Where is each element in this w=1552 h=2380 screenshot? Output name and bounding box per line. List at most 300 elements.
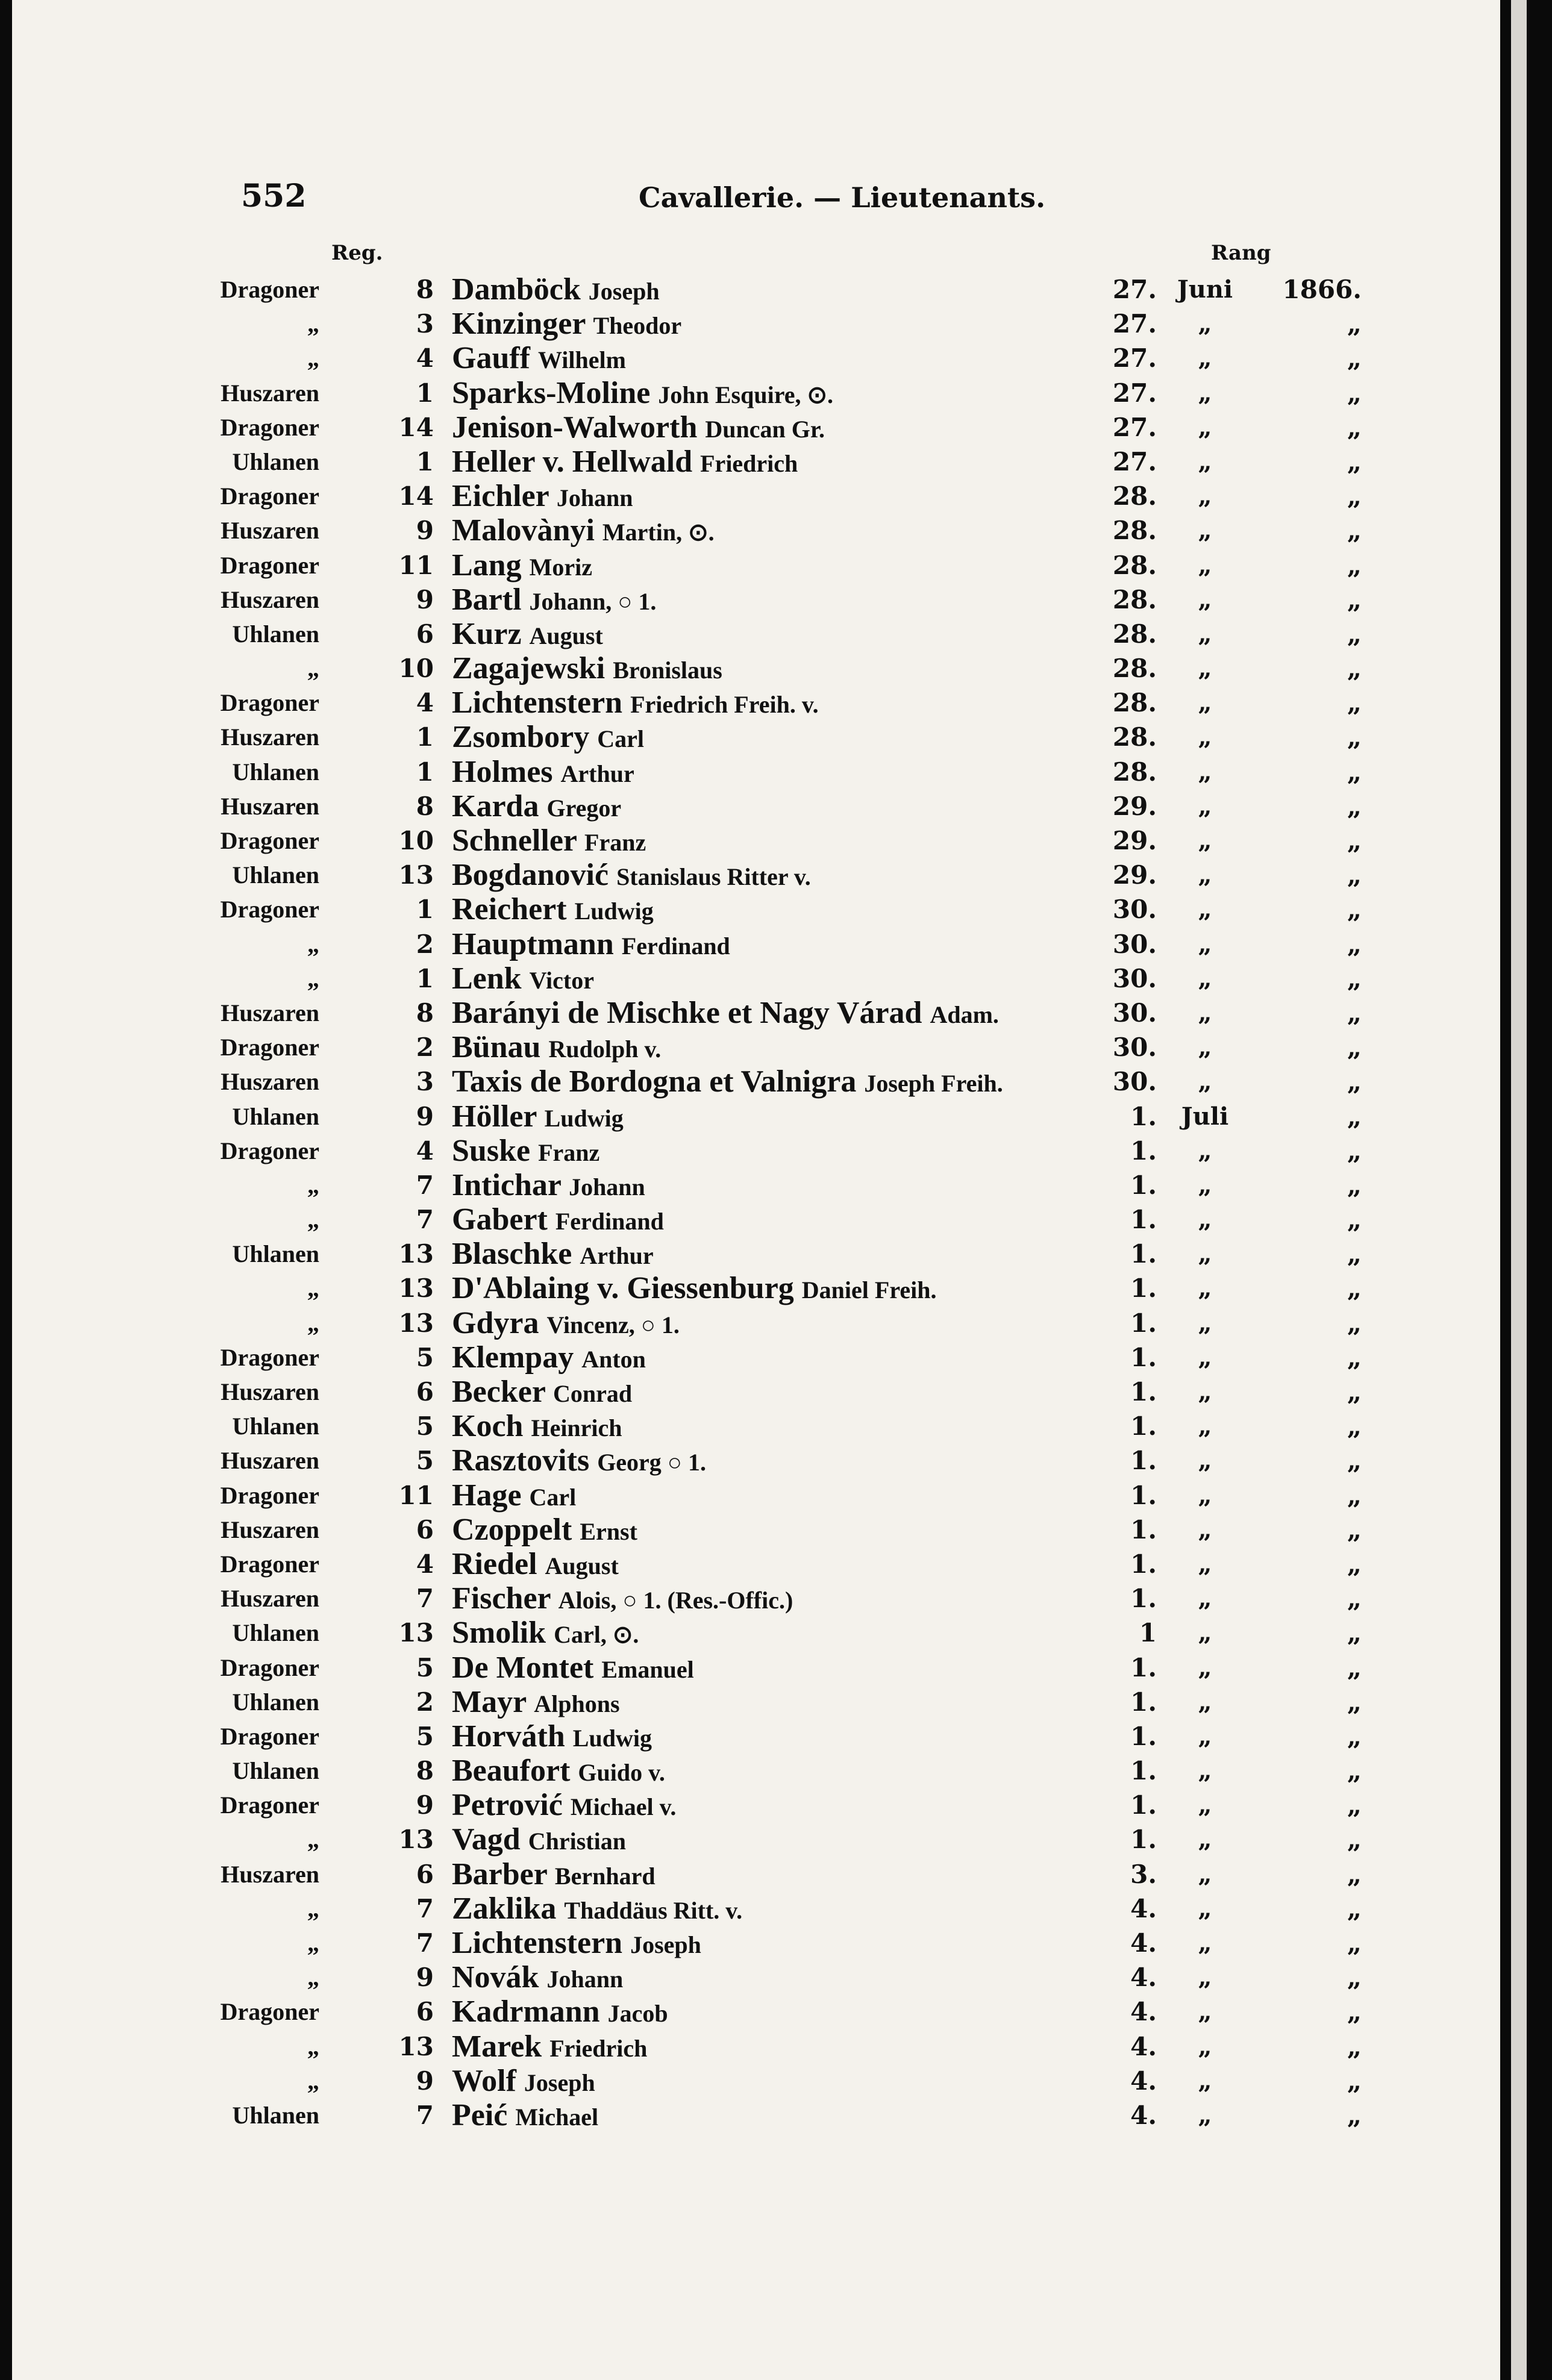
rank-year: „ (1347, 1067, 1362, 1097)
given-name: Franz (538, 1138, 600, 1166)
list-item (12, 686, 1500, 720)
rank-year: „ (1347, 1239, 1362, 1269)
officer-name (452, 1409, 622, 1445)
rank-month: „ (1198, 310, 1212, 339)
regiment-type: Uhlanen (232, 1757, 319, 1785)
surname: Gabert (452, 1202, 548, 1237)
given-name: Alois, ○ 1. (Res.-Offic.) (558, 1587, 793, 1614)
surname: Suske (452, 1133, 531, 1168)
surname: Gdyra (452, 1305, 539, 1340)
surname: Smolik (452, 1616, 546, 1651)
rank-month: „ (1198, 895, 1212, 924)
regiment-type: Dragoner (220, 1722, 319, 1750)
rank-month: „ (1198, 1619, 1212, 1648)
rank-day: 28. (1112, 722, 1157, 752)
rank-year: „ (1347, 963, 1362, 993)
rank-month: „ (1198, 2100, 1212, 2129)
regiment-type: Huszaren (221, 1585, 319, 1613)
list-item (12, 1099, 1500, 1134)
surname: Intichar (452, 1167, 562, 1202)
rank-day: 27. (1112, 309, 1157, 339)
surname: Koch (452, 1409, 524, 1444)
list-item (12, 548, 1500, 583)
officer-name (452, 548, 592, 584)
rank-year: „ (1347, 895, 1362, 925)
list-item (12, 1409, 1500, 1443)
regiment-type: „ (307, 930, 319, 958)
list-item (12, 513, 1500, 548)
list-item (12, 1340, 1500, 1375)
rank-year: „ (1347, 481, 1362, 511)
list-item (12, 1994, 1500, 2029)
column-label-rang: Rang (1211, 241, 1271, 265)
surname: Karda (452, 789, 539, 823)
regiment-number: 2 (416, 929, 434, 959)
officer-name (452, 1651, 694, 1687)
rank-day: 1. (1130, 1480, 1157, 1510)
rank-year: „ (1347, 1205, 1362, 1235)
surname: Gauff (452, 341, 530, 376)
list-item (12, 1513, 1500, 1547)
given-name: Carl, ⊙. (554, 1621, 639, 1649)
rank-month: „ (1198, 516, 1212, 545)
regiment-number: 7 (416, 1170, 434, 1200)
rank-day: 1. (1130, 1239, 1157, 1269)
list-item (12, 1168, 1500, 1202)
surname: Horváth (452, 1719, 565, 1754)
given-name: Georg ○ 1. (597, 1449, 706, 1476)
given-name: John Esquire, ⊙. (658, 381, 834, 408)
regiment-number: 8 (416, 275, 434, 304)
regiment-type: „ (307, 2067, 319, 2094)
officer-name (452, 410, 825, 446)
list-item (12, 755, 1500, 789)
given-name: Thaddäus Ritt. v. (564, 1896, 743, 1924)
rank-year: „ (1347, 757, 1362, 787)
rank-year: „ (1347, 654, 1362, 684)
rank-day: 4. (1130, 2031, 1157, 2061)
given-name: Stanislaus Ritter v. (616, 863, 811, 891)
surname: Wolf (452, 2063, 516, 2098)
surname: Schneller (452, 823, 577, 858)
officer-name (452, 1513, 637, 1549)
rank-month: „ (1198, 1549, 1212, 1578)
officer-name (452, 720, 644, 756)
regiment-type: „ (307, 1929, 319, 1957)
regiment-number: 9 (416, 1963, 434, 1993)
rank-month: „ (1198, 482, 1212, 511)
given-name: Martin, ⊙. (602, 519, 715, 546)
officer-name (452, 1891, 742, 1928)
rank-year: „ (1347, 1618, 1362, 1648)
rank-day: 1. (1130, 1721, 1157, 1751)
list-item (12, 1237, 1500, 1271)
regiment-type: Uhlanen (232, 861, 319, 889)
regiment-type: Dragoner (220, 551, 319, 579)
given-name: Ludwig (544, 1104, 624, 1132)
list-item (12, 583, 1500, 617)
rank-month: „ (1198, 1205, 1212, 1234)
regiment-type: Uhlanen (232, 1240, 319, 1268)
given-name: Michael (515, 2103, 599, 2131)
regiment-type: Dragoner (220, 1034, 319, 1061)
given-name: Heinrich (531, 1414, 622, 1442)
given-name: Bronislaus (613, 657, 722, 684)
regiment-number: 6 (416, 1997, 434, 2027)
rank-year: „ (1347, 1308, 1362, 1338)
given-name: Joseph (524, 2069, 595, 2096)
regiment-number: 6 (416, 1514, 434, 1545)
surname: Sparks-Moline (452, 375, 651, 410)
given-name: Anton (581, 1345, 646, 1373)
surname: Lichtenstern (452, 686, 623, 720)
officer-name (452, 1478, 576, 1514)
regiment-number: 7 (416, 1893, 434, 1923)
officer-name (452, 1099, 624, 1135)
surname: Taxis de Bordogna et Valnigra (452, 1064, 857, 1099)
surname: D'Ablaing v. Giessenburg (452, 1271, 794, 1306)
regiment-type: „ (307, 345, 319, 372)
regiment-type: Uhlanen (232, 1413, 319, 1440)
regiment-number: 11 (398, 550, 434, 580)
rank-year: „ (1347, 1928, 1362, 1958)
rank-month: „ (1198, 1067, 1212, 1096)
officer-name (452, 1340, 646, 1376)
officer-name (452, 892, 654, 928)
rank-month: „ (1198, 1446, 1212, 1475)
list-item (12, 1788, 1500, 1822)
regiment-type: Huszaren (221, 1447, 319, 1475)
rank-year: „ (1347, 1342, 1362, 1372)
given-name: Emanuel (601, 1655, 694, 1683)
regiment-number: 5 (416, 1721, 434, 1751)
given-name: Carl (597, 725, 645, 753)
given-name: Guido v. (578, 1759, 665, 1787)
rank-month: „ (1198, 998, 1212, 1027)
regiment-number: 14 (398, 481, 434, 511)
given-name: Johann, ○ 1. (529, 587, 657, 615)
regiment-number: 4 (416, 343, 434, 373)
rank-day: 30. (1112, 895, 1157, 925)
regiment-number: 13 (398, 1273, 434, 1304)
given-name: Christian (528, 1828, 626, 1855)
rank-year: „ (1347, 412, 1362, 442)
list-item (12, 1651, 1500, 1685)
rank-month: „ (1198, 1687, 1212, 1716)
rank-day: 1. (1130, 1584, 1157, 1614)
regiment-type: Huszaren (221, 1378, 319, 1405)
regiment-type: „ (307, 1826, 319, 1854)
surname: Höller (452, 1099, 537, 1134)
rank-year: „ (1347, 1790, 1362, 1820)
surname: Hage (452, 1478, 522, 1513)
given-name: Carl (529, 1483, 577, 1511)
surname: Beaufort (452, 1754, 571, 1788)
regiment-number: 9 (416, 1101, 434, 1131)
rank-year: „ (1347, 1549, 1362, 1579)
rank-day: 1. (1130, 1825, 1157, 1855)
regiment-number: 6 (416, 619, 434, 649)
officer-name (452, 1202, 664, 1238)
regiment-number: 8 (416, 1756, 434, 1786)
regiment-number: 13 (398, 2031, 434, 2061)
given-name: Ludwig (572, 1724, 652, 1752)
given-name: Gregor (546, 794, 622, 822)
surname: Riedel (452, 1546, 537, 1581)
surname: Damböck (452, 272, 581, 307)
scan-border (1500, 0, 1552, 2380)
rank-day: 4. (1130, 1997, 1157, 2027)
rank-month: „ (1198, 1308, 1212, 1337)
given-name: Arthur (580, 1242, 654, 1270)
rank-month: „ (1198, 447, 1212, 476)
rank-month: „ (1198, 1515, 1212, 1544)
rank-year: „ (1347, 2031, 1362, 2061)
rank-day: 27. (1112, 275, 1157, 304)
list-item (12, 1891, 1500, 1926)
regiment-type: Dragoner (220, 1550, 319, 1578)
given-name: Jacob (607, 2000, 668, 2028)
list-item (12, 1306, 1500, 1340)
rank-year: „ (1347, 516, 1362, 546)
surname: Bogdanović (452, 858, 609, 893)
rank-year: „ (1347, 309, 1362, 339)
regiment-type: Dragoner (220, 896, 319, 923)
rank-year: „ (1347, 343, 1362, 373)
rank-day: 1 (1139, 1618, 1157, 1648)
regiment-number: 1 (416, 722, 434, 752)
rank-month: „ (1198, 413, 1212, 442)
surname: Zaklika (452, 1891, 557, 1926)
rank-month: „ (1198, 378, 1212, 407)
surname: Malovànyi (452, 513, 595, 548)
given-name: August (545, 1552, 619, 1579)
surname: Jenison-Walworth (452, 410, 698, 445)
rank-day: 4. (1130, 1928, 1157, 1958)
rank-year: „ (1347, 550, 1362, 580)
rank-month: „ (1198, 689, 1212, 717)
rank-month: „ (1198, 2066, 1212, 2095)
regiment-number: 7 (416, 1205, 434, 1235)
rank-day: 1. (1130, 1342, 1157, 1372)
regiment-type: Dragoner (220, 276, 319, 303)
list-item (12, 1616, 1500, 1650)
rank-day: 4. (1130, 1963, 1157, 1993)
list-item (12, 1375, 1500, 1409)
rank-month: „ (1198, 551, 1212, 579)
officer-name (452, 617, 603, 653)
regiment-number: 3 (416, 1067, 434, 1097)
officer-name (452, 789, 621, 825)
rank-day: 1. (1130, 1411, 1157, 1441)
rank-day: 1. (1130, 1790, 1157, 1820)
list-item (12, 720, 1500, 754)
regiment-type: Huszaren (221, 1516, 319, 1543)
regiment-type: Huszaren (221, 723, 319, 751)
rank-day: 4. (1130, 2100, 1157, 2130)
rank-day: 1. (1130, 1652, 1157, 1682)
officer-name (452, 755, 634, 791)
officer-name (452, 341, 626, 377)
given-name: Ludwig (574, 898, 654, 925)
officer-name (452, 1443, 706, 1479)
officer-name (452, 1581, 793, 1617)
rank-day: 1. (1130, 1273, 1157, 1304)
rank-year: „ (1347, 722, 1362, 752)
regiment-type: Dragoner (220, 1791, 319, 1819)
surname: Reichert (452, 892, 567, 927)
rank-year: „ (1347, 2066, 1362, 2096)
running-title: Cavallerie. — Lieutenants. (639, 181, 1046, 214)
given-name: Johann (569, 1173, 645, 1201)
officer-name (452, 686, 819, 722)
list-item (12, 961, 1500, 996)
regiment-number: 8 (416, 998, 434, 1028)
page-sheet (12, 0, 1500, 2380)
rank-year: „ (1347, 1584, 1362, 1614)
regiment-number: 1 (416, 963, 434, 993)
rank-month: „ (1198, 757, 1212, 786)
list-item (12, 1478, 1500, 1513)
regiment-type: Uhlanen (232, 2101, 319, 2129)
rank-month: „ (1198, 1136, 1212, 1165)
regiment-type: Uhlanen (232, 1619, 319, 1647)
rank-day: 4. (1130, 2066, 1157, 2096)
officer-name (452, 1271, 937, 1307)
surname: Peić (452, 2097, 508, 2132)
list-item (12, 1547, 1500, 1581)
rank-day: 28. (1112, 481, 1157, 511)
list-item (12, 2098, 1500, 2132)
given-name: Johann (546, 1966, 624, 1993)
rank-day: 1. (1130, 1377, 1157, 1407)
rank-day: 1. (1130, 1687, 1157, 1717)
regiment-number: 4 (416, 1135, 434, 1166)
regiment-type: Huszaren (221, 999, 319, 1026)
rank-year: „ (1347, 1997, 1362, 2027)
regiment-type: Dragoner (220, 1481, 319, 1509)
officer-name (452, 1375, 632, 1411)
rank-year: „ (1347, 2100, 1362, 2130)
regiment-type: Huszaren (221, 517, 319, 545)
page-header (12, 178, 1500, 220)
officer-name (452, 996, 999, 1032)
regiment-number: 5 (416, 1446, 434, 1476)
given-name: Alphons (534, 1690, 620, 1717)
regiment-type: „ (307, 1894, 319, 1922)
given-name: Ernst (580, 1517, 637, 1545)
list-item (12, 1926, 1500, 1960)
rank-day: 28. (1112, 550, 1157, 580)
regiment-number: 10 (398, 826, 434, 855)
surname: Lenk (452, 961, 522, 996)
list-item (12, 823, 1500, 858)
regiment-type: Uhlanen (232, 1688, 319, 1716)
regiment-type: Huszaren (221, 586, 319, 613)
rank-day: 30. (1112, 1032, 1157, 1063)
regiment-type: Uhlanen (232, 758, 319, 786)
officer-name (452, 272, 660, 308)
list-item (12, 307, 1500, 341)
regiment-number: 1 (416, 378, 434, 408)
surname: Eichler (452, 479, 549, 514)
regiment-type: Dragoner (220, 1998, 319, 2026)
surname: Novák (452, 1960, 539, 1995)
rank-year: „ (1347, 1687, 1362, 1717)
rank-month: „ (1198, 1791, 1212, 1820)
rank-year: „ (1347, 1377, 1362, 1407)
rank-month: „ (1198, 792, 1212, 820)
regiment-type: „ (307, 2032, 319, 2060)
list-item (12, 1064, 1500, 1099)
regiment-number: 4 (416, 688, 434, 718)
regiment-number: 13 (398, 860, 434, 890)
surname: Lichtenstern (452, 1926, 623, 1960)
rank-month: „ (1198, 654, 1212, 683)
rank-year: „ (1347, 1859, 1362, 1889)
rank-year: 1866. (1282, 275, 1362, 304)
regiment-type: „ (307, 1275, 319, 1302)
list-item (12, 2064, 1500, 2098)
rank-year: „ (1347, 1135, 1362, 1166)
regiment-type: Dragoner (220, 483, 319, 510)
rank-year: „ (1347, 929, 1362, 959)
rank-month: „ (1198, 2032, 1212, 2061)
regiment-number: 5 (416, 1652, 434, 1682)
rank-day: 1. (1130, 1135, 1157, 1166)
rank-day: 28. (1112, 584, 1157, 614)
regiment-number: 14 (398, 412, 434, 442)
rank-day: 29. (1112, 826, 1157, 855)
list-item (12, 1960, 1500, 1994)
rank-day: 1. (1130, 1756, 1157, 1786)
rank-day: 30. (1112, 998, 1157, 1028)
officer-name (452, 961, 594, 998)
regiment-number: 4 (416, 1549, 434, 1579)
surname: Zsombory (452, 720, 590, 755)
rank-year: „ (1347, 1032, 1362, 1063)
next-page-edge (1511, 0, 1527, 2380)
rank-month: „ (1198, 826, 1212, 855)
rank-month: „ (1198, 929, 1212, 958)
regiment-type: „ (307, 1171, 319, 1199)
rank-month: „ (1198, 1274, 1212, 1303)
surname: Heller v. Hellwald (452, 444, 693, 479)
officer-name (452, 1064, 1003, 1101)
rank-year: „ (1347, 791, 1362, 821)
rank-day: 4. (1130, 1893, 1157, 1923)
regiment-type: Dragoner (220, 1654, 319, 1681)
list-item (12, 1719, 1500, 1754)
officer-name (452, 1134, 599, 1170)
regiment-type: „ (307, 310, 319, 338)
rank-month: „ (1198, 1757, 1212, 1785)
rank-year: „ (1347, 1411, 1362, 1441)
officer-name (452, 2029, 647, 2066)
given-name: Vincenz, ○ 1. (546, 1311, 680, 1338)
regiment-type: „ (307, 1964, 319, 1991)
regiment-number: 1 (416, 446, 434, 476)
officer-name (452, 1168, 645, 1204)
rank-month: „ (1198, 964, 1212, 993)
rank-day: 3. (1130, 1859, 1157, 1889)
rank-day: 30. (1112, 963, 1157, 993)
given-name: Conrad (552, 1380, 633, 1407)
rank-day: 27. (1112, 446, 1157, 476)
given-name: Theodor (593, 312, 682, 340)
surname: De Montet (452, 1650, 594, 1685)
given-name: Johann (556, 484, 633, 512)
